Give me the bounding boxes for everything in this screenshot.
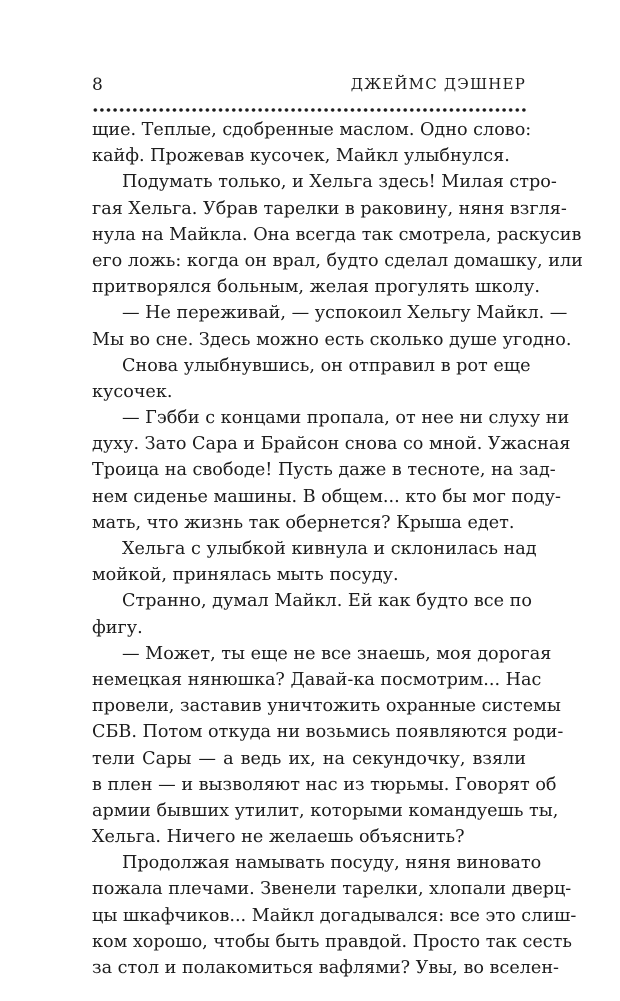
- page-number: 8: [92, 75, 103, 95]
- text-line: фигу.: [92, 617, 143, 638]
- text-line: за стол и полакомиться вафлями? Увы, во вселен-: [92, 958, 559, 978]
- text-line: тели Сары — а ведь их, на секундочку, взяли: [92, 748, 526, 769]
- page-header: [92, 75, 526, 103]
- text-line: Снова улыбнувшись, он отправил в рот еще: [122, 355, 531, 376]
- text-line: — Может, ты еще не все знаешь, моя дорогая: [122, 643, 552, 664]
- text-line: Подумать только, и Хельга здесь! Милая стро-: [122, 172, 557, 193]
- text-line: гая Хельга. Убрав тарелки в раковину, няня взгля-: [92, 198, 567, 219]
- text-line: провели, заставив уничтожить охранные системы: [92, 696, 561, 717]
- text-line: щие. Теплые, сдобренные маслом. Одно слово:: [92, 120, 532, 140]
- text-line: духу. Зато Сара и Брайсон снова со мной. Ужасная: [92, 434, 571, 455]
- text-line: Хельга. Ничего не желаешь объяснить?: [92, 827, 465, 848]
- text-line: Троица на свободе! Пусть даже в тесноте, на зад-: [92, 460, 556, 481]
- text-line: армии бывших утилит, которыми командуешь ты,: [92, 800, 559, 821]
- text-line: СБВ. Потом откуда ни возьмись появляются роди-: [92, 722, 564, 743]
- text-line: немецкая нянюшка? Давай-ка посмотрим... Нас: [92, 669, 542, 690]
- text-line: Продолжая намывать посуду, няня виновато: [122, 853, 542, 874]
- text-line: кайф. Прожевав кусочек, Майкл улыбнулся.: [92, 146, 510, 167]
- text-line: мойкой, принялась мыть посуду.: [92, 565, 399, 586]
- dotted-divider: [92, 108, 526, 112]
- text-line: пожала плечами. Звенели тарелки, хлопали дверц-: [92, 879, 572, 900]
- text-line: цы шкафчиков... Майкл догадывался: все это слиш-: [92, 905, 577, 926]
- running-head-author: ДЖЕЙМС ДЭШНЕР: [350, 75, 526, 93]
- text-line: притворялся больным, желая прогулять школу.: [92, 277, 540, 298]
- text-line: Странно, думал Майкл. Ей как будто все по: [122, 591, 532, 612]
- text-line: мать, что жизнь так обернется? Крыша едет.: [92, 512, 515, 533]
- text-line: кусочек.: [92, 381, 173, 402]
- text-line: — Не переживай, — успокоил Хельгу Майкл. —: [122, 303, 568, 324]
- text-line: его ложь: когда он врал, будто сделал домашку, или: [92, 250, 583, 271]
- text-line: — Гэбби с концами пропала, от нее ни слуху ни: [122, 408, 570, 429]
- text-line: нем сиденье машины. В общем... кто бы мог поду-: [92, 486, 561, 507]
- text-line: Хельга с улыбкой кивнула и склонилась над: [122, 539, 537, 559]
- text-line: нула на Майкла. Она всегда так смотрела, раскусив: [92, 224, 582, 245]
- text-line: в плен — и вызволяют нас из тюрьмы. Говорят об: [92, 774, 557, 795]
- body-text: [92, 117, 583, 981]
- text-line: ком хорошо, чтобы быть правдой. Просто так сесть: [92, 931, 572, 952]
- text-line: Мы во сне. Здесь можно есть сколько душе угодно.: [92, 329, 572, 350]
